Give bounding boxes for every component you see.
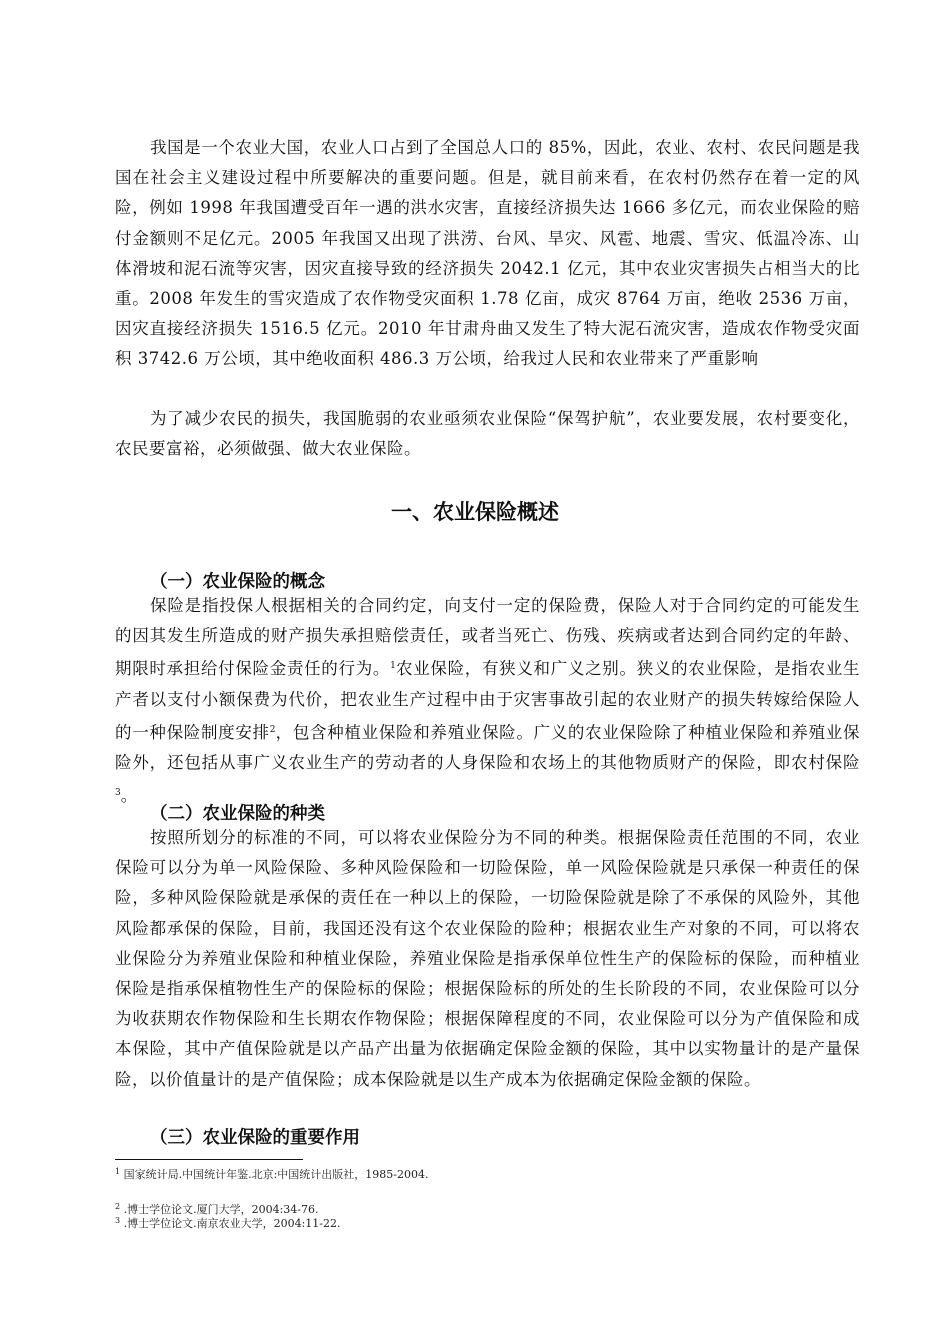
- subsection-heading-types: （二）农业保险的种类: [150, 804, 325, 824]
- concept-text-d: 。: [120, 786, 138, 806]
- intro-paragraph-1: 我国是一个农业大国，农业人口占到了全国总人口的 85%，因此，农业、农村、农民问题是我国在社会主义建设过程中所要解决的重要问题。但是，就目前来看，在农村仍然存在着一定的风险，例如 1998 年我国遭受百年一遇的洪水灾害，直接经济损失达 1666 多亿元，而农业保险的赔付金额则不足亿元。2005 年我国又出现了洪涝、台风、旱灾、风雹、地震、雪灾、低温冷冻、山体滑坡和泥石流等灾害，因灾直接导致的经济损失 2042.1 亿元，其中农业灾害损失占相当大的比重。2008 年发生的雪灾造成了农作物受灾面积 1.78 亿亩，成灾 8764 万亩，绝收 2536 万亩，因灾直接经济损失 1516.5 亿元。2010 年甘肃舟曲又发生了特大泥石流灾害，造成农作物受灾面积 3742.6 万公顷，其中绝收面积 486.3 万公顷，给我过人民和农业带来了严重影响: [115, 138, 860, 369]
- section-heading: 一、农业保险概述: [391, 500, 559, 524]
- footnote-number-1: 1: [115, 1167, 121, 1176]
- subsection-heading-concept: （一）农业保险的概念: [150, 572, 325, 592]
- footnote-text-2: .博士学位论文.厦门大学，2004:34-76.: [120, 1203, 319, 1216]
- concept-text-c: ，包含种植业保险和养殖业保险。广义的农业保险除了种植业保险和养殖业保险外，还包括从事广义农业生产的劳动者的人身保险和农场上的其他物质财产的保险，即农村保险: [115, 722, 861, 773]
- footnote-text-1: 国家统计局.中国统计年鉴.北京:中国统计出版社，1985-2004.: [120, 1168, 429, 1181]
- footnote-3: [115, 1214, 341, 1231]
- footnote-number-2: 2: [115, 1202, 121, 1211]
- concept-paragraph: [115, 591, 860, 811]
- intro-paragraph-2: 为了减少农民的损失，我国脆弱的农业亟须农业保险“保驾护航”，农业要发展，农村要变化，农民要富裕，必须做强、做大农业保险。: [115, 409, 860, 459]
- footnote-ref-2: 2: [269, 724, 276, 735]
- types-paragraph: 按照所划分的标准的不同，可以将农业保险分为不同的种类。根据保险责任范围的不同，农业保险可以分为单一风险保险、多种风险保险和一切险保险，单一风险保险就是只承保一种责任的保险，多种风险保险就是承保的责任在一种以上的保险，一切险保险就是除了不承保的风险外，其他风险都承保的保险，目前，我国还没有这个农业保险的险种；根据农业生产对象的不同，可以将农业保险分为养殖业保险和种植业保险，养殖业保险是指承保单位性生产的保险标的保险，而种植业保险是指承保植物性生产的保险标的保险；根据保险标的所处的生长阶段的不同，农业保险可以分为收获期农作物保险和生长期农作物保险；根据保障程度的不同，农业保险可以分为产值保险和成本保险，其中产值保险就是以产品产出量为依据确定保险金额的保险，其中以实物量计的是产量保险，以价值量计的是产值保险；成本保险就是以生产成本为依据确定保险金额的保险。: [115, 828, 860, 1089]
- concept-text-b: 农业保险，有狭义和广义之别。狭义的农业保险，是指农业生产者以支付小额保费为代价，把农业生产过程中由于灾害事故引起的农业财产的损失转嫁给保险人的一种保险制度安排: [115, 659, 861, 742]
- footnote-ref-1: 1: [390, 661, 396, 672]
- footnote-ref-3: 3: [115, 788, 121, 799]
- subsection-heading-importance: （三）农业保险的重要作用: [150, 1128, 360, 1148]
- footnote-number-3: 3: [115, 1216, 121, 1225]
- concept-text-a: 保险是指投保人根据相关的合同约定，向支付一定的保险费，保险人对于合同约定的可能发生的因其发生所造成的财产损失承担赔偿责任，或者当死亡、伤残、疾病或者达到合同约定的年龄、期限时承担给付保险金责任的行为。: [115, 596, 860, 679]
- footnote-text-3: .博士学位论文.南京农业大学，2004:11-22.: [120, 1217, 341, 1230]
- footnote-1: [115, 1165, 429, 1182]
- footnote-separator: [115, 1159, 303, 1160]
